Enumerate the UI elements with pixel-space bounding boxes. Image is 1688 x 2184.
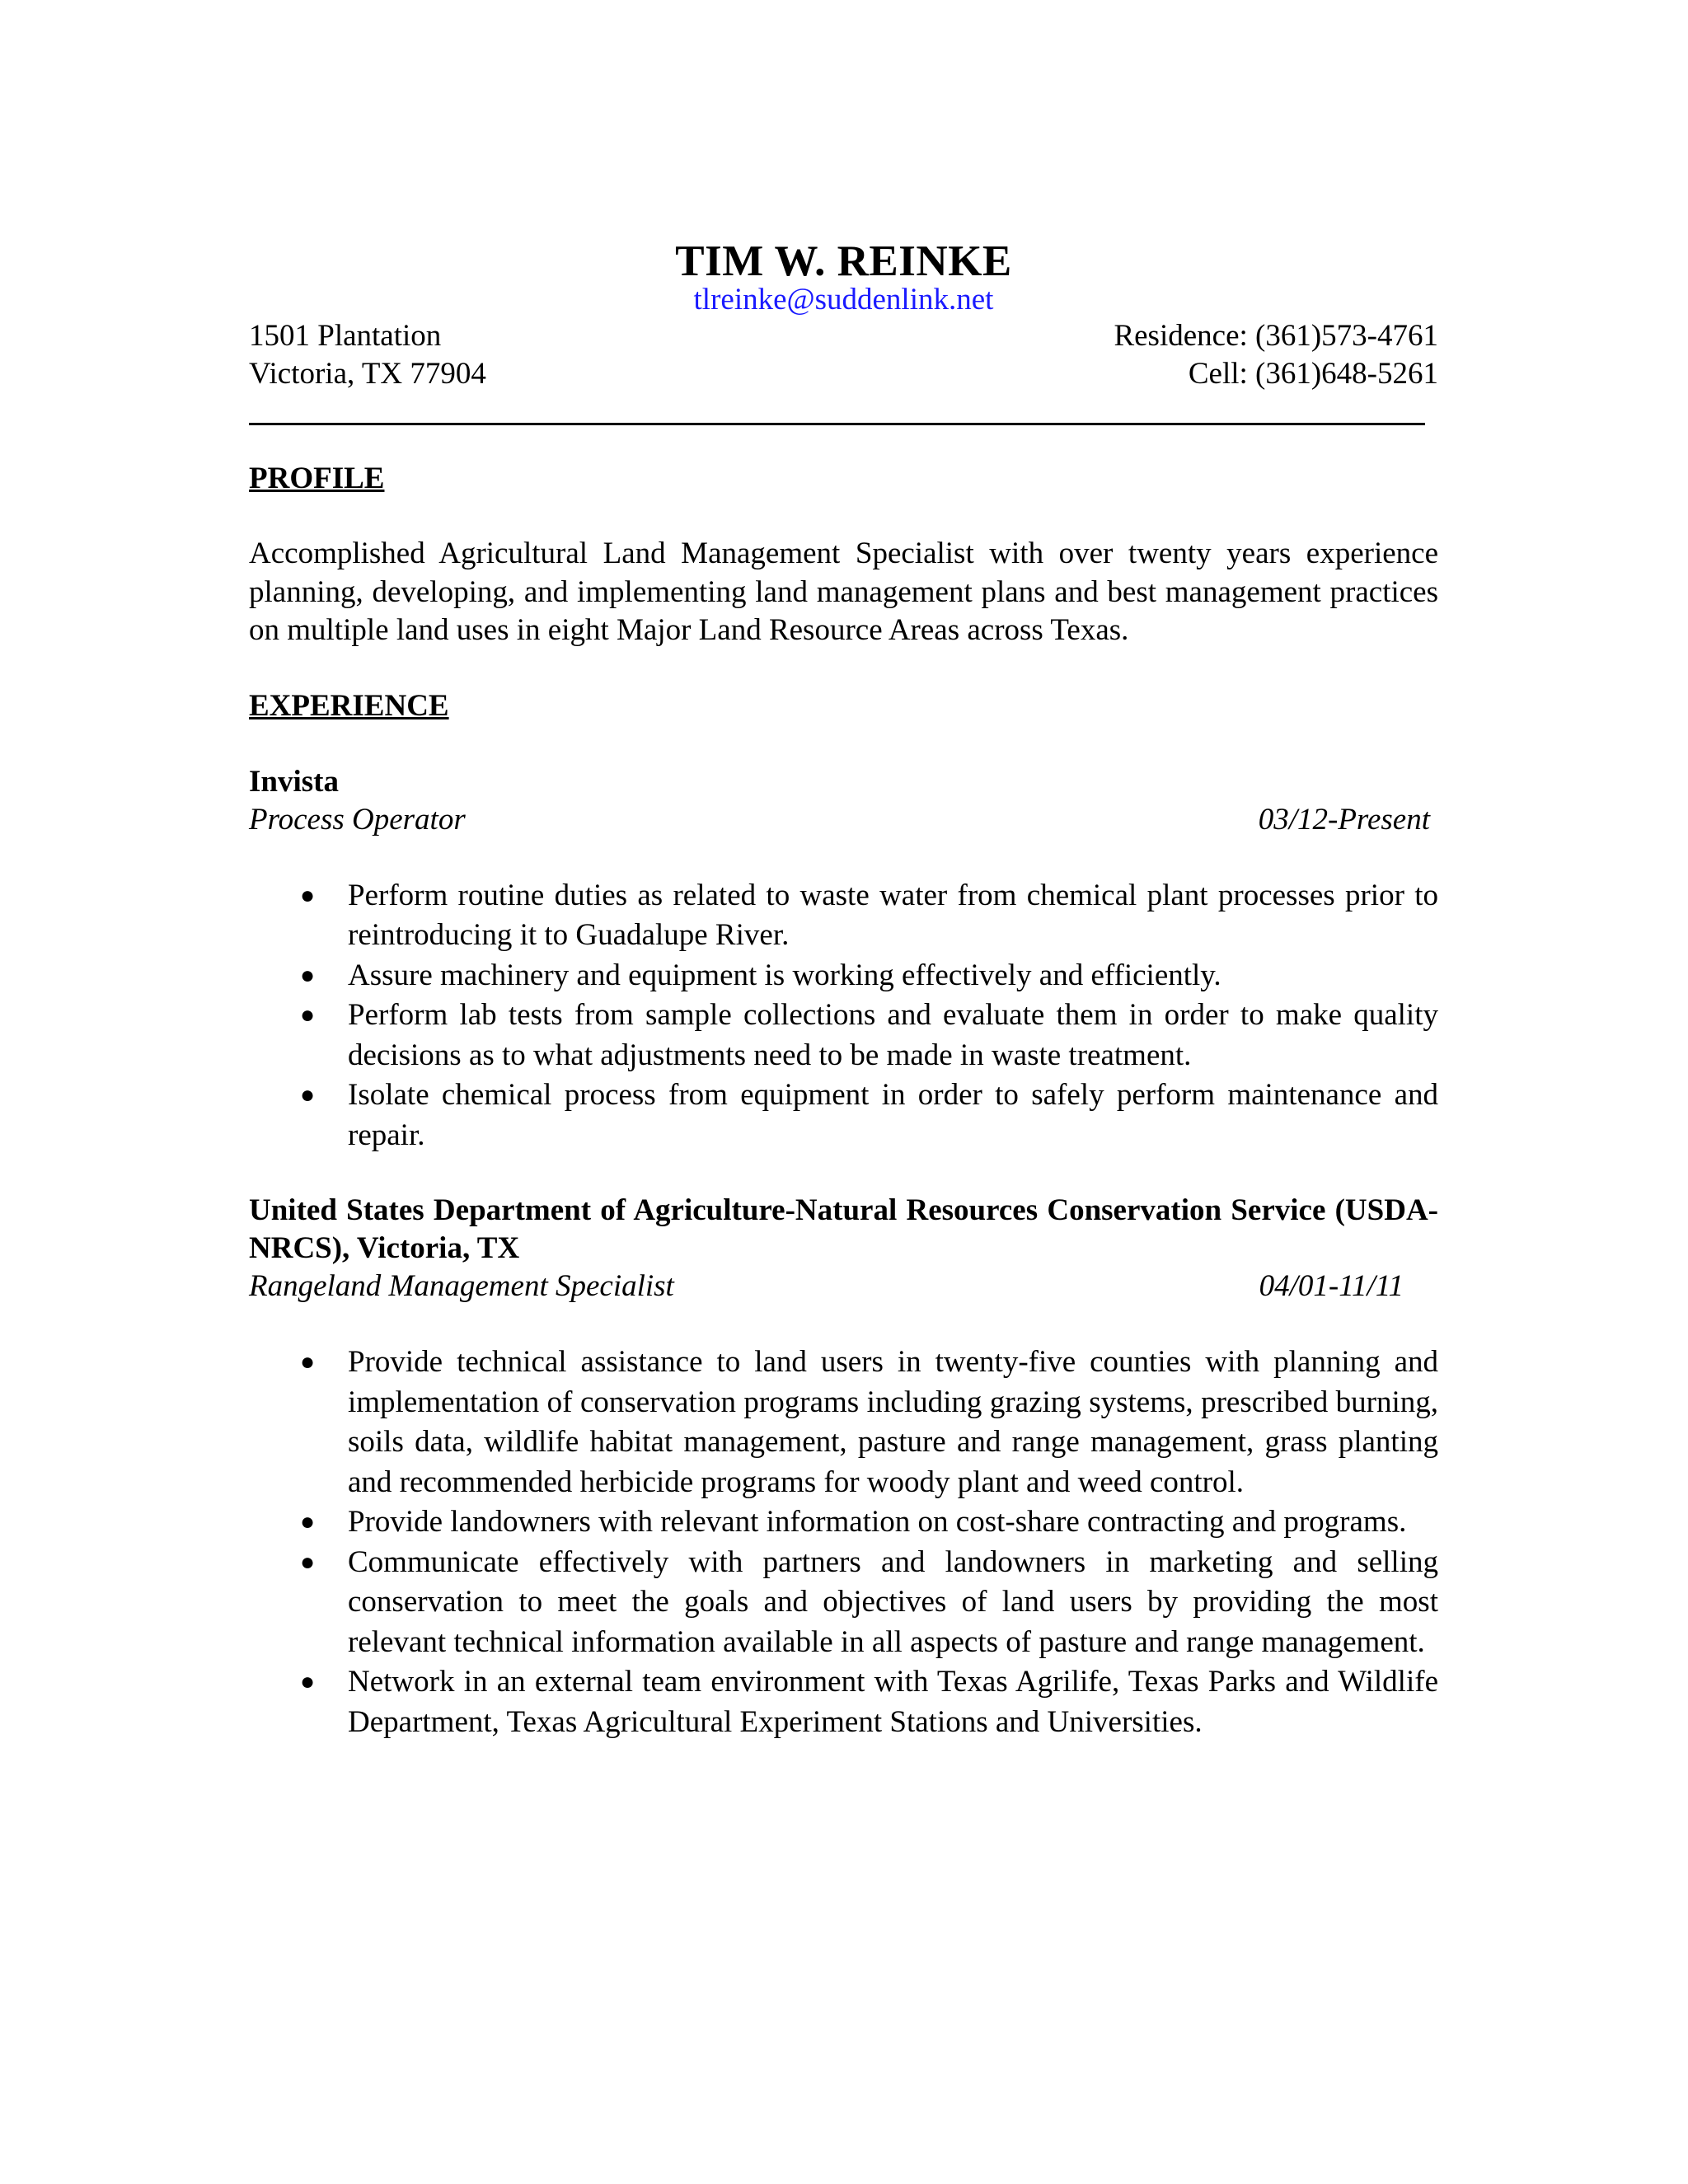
bullet-icon: ● (300, 961, 316, 989)
job-title: Process Operator (249, 802, 466, 837)
job-dates: 04/01-11/11 (1259, 1269, 1404, 1303)
bullet-item (249, 1662, 1438, 1742)
bullet-text: Network in an external team environment with Texas Agrilife, Texas Parks and Wildlife Department, Texas Agricultural Experiment Stations and Universities. (348, 1665, 1438, 1739)
candidate-name: TIM W. REINKE (675, 237, 1012, 285)
role-row (249, 801, 1438, 839)
bullet-text: Perform lab tests from sample collections and evaluate them in order to make quality decisions as to what adjustments need to be made in waste treatment. (348, 998, 1438, 1072)
bullet-icon: ● (300, 1508, 316, 1535)
contact-row-1 (249, 317, 1438, 355)
job-bullets (249, 1343, 1438, 1742)
address-line-2: Victoria, TX 77904 (249, 357, 486, 391)
bullet-text: Provide landowners with relevant information on cost-share contracting and programs. (348, 1505, 1407, 1539)
address-line-1: 1501 Plantation (249, 319, 442, 353)
bullet-text: Communicate effectively with partners and landowners in marketing and selling conservation to meet the goals and objectives of land users by providing the most relevant technical information available in all aspects of pasture and range management. (348, 1544, 1438, 1659)
employer-name: Invista (249, 764, 339, 799)
experience-heading: EXPERIENCE (249, 688, 449, 723)
bullet-icon: ● (300, 1348, 316, 1376)
job-dates: 03/12-Present (1258, 802, 1430, 837)
profile-heading: PROFILE (249, 462, 385, 495)
phone-cell: Cell: (361)648-5261 (1188, 357, 1438, 391)
bullet-icon: ● (300, 1081, 316, 1108)
bullet-item (249, 996, 1438, 1076)
employer-name: United States Department of Agriculture-Natural Resources Conservation Service (USDA-NRCS), Victoria, TX (249, 1193, 1438, 1265)
bullet-item (249, 1343, 1438, 1502)
bullet-item (249, 1543, 1438, 1663)
bullet-icon: ● (300, 881, 316, 909)
profile-text: Accomplished Agricultural Land Management Specialist with over twenty years experience planning, developing, and implementing land management plans and best management practices on multiple land uses in eight Major Land Resource Areas across Texas. (249, 537, 1438, 647)
bullet-item (249, 876, 1438, 956)
bullet-item (249, 956, 1438, 996)
bullet-item (249, 1502, 1438, 1543)
job-entry (249, 1192, 1438, 1742)
bullet-item (249, 1076, 1438, 1155)
header-divider (249, 423, 1425, 425)
job-entry (249, 763, 1438, 1156)
bullet-text: Assure machinery and equipment is working effectively and efficiently. (348, 958, 1221, 992)
phone-residence: Residence: (361)573-4761 (1114, 319, 1438, 353)
job-bullets (249, 876, 1438, 1156)
resume-page (249, 235, 1438, 1742)
bullet-text: Provide technical assistance to land users in twenty-five counties with planning and implementation of conservation programs including grazing systems, prescribed burning, soils data, wildlife habitat management, pasture and range management, grass planting and recommended herbicide programs for woody plant and weed control. (348, 1345, 1438, 1499)
contact-row-2 (249, 355, 1438, 393)
bullet-text: Perform routine duties as related to waste water from chemical plant processes prior to reintroducing it to Guadalupe River. (348, 878, 1438, 952)
bullet-icon: ● (300, 1001, 316, 1029)
email-link[interactable]: tlreinke@suddenlink.net (693, 283, 994, 316)
job-title: Rangeland Management Specialist (249, 1269, 674, 1303)
role-row (249, 1268, 1438, 1305)
bullet-icon: ● (300, 1548, 316, 1576)
bullet-text: Isolate chemical process from equipment in order to safely perform maintenance and repair. (348, 1078, 1438, 1152)
bullet-icon: ● (300, 1668, 316, 1695)
